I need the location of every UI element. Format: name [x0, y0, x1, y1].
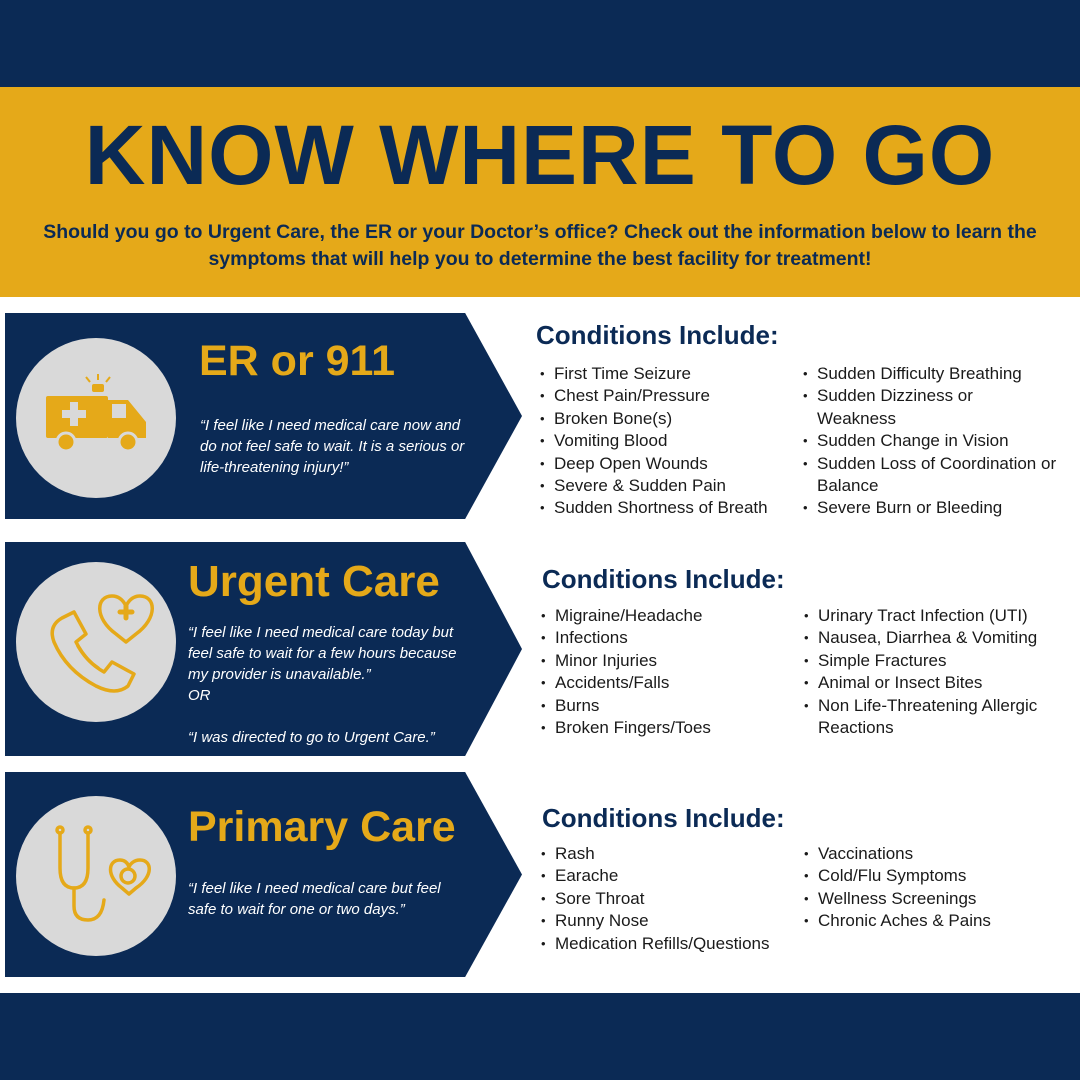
urgent-care-quote-directed: “I was directed to go to Urgent Care.”	[188, 729, 435, 746]
list-item: • Sudden Change in Vision	[801, 430, 1066, 452]
list-item: • First Time Seizure	[538, 363, 798, 385]
er-icon-circle	[16, 338, 176, 498]
urgent-care-quote	[188, 622, 473, 748]
list-item: • Non Life-Threatening Allergic Reactions	[802, 695, 1068, 740]
list-item: • Sudden Dizziness or Weakness	[801, 385, 1017, 430]
list-item: • Severe Burn or Bleeding	[801, 497, 1066, 519]
er-conditions-left	[538, 363, 798, 520]
ambulance-icon	[16, 338, 176, 498]
primary-care-title: Primary Care	[188, 803, 456, 851]
list-item: • Urinary Tract Infection (UTI)	[802, 605, 1072, 627]
urgent-care-conditions-heading: Conditions Include:	[542, 564, 785, 594]
primary-care-conditions-left	[539, 843, 799, 955]
primary-care-icon-circle	[16, 796, 176, 956]
primary-care-conditions-heading: Conditions Include:	[542, 803, 785, 833]
primary-care-quote	[188, 878, 453, 920]
list-item: • Chest Pain/Pressure	[538, 385, 798, 407]
page-subtitle: Should you go to Urgent Care, the ER or your Doctor’s office? Check out the information below to learn the symptoms that will help you to determine the best facility for treatment!	[43, 221, 1037, 270]
list-item: • Burns	[539, 695, 799, 717]
list-item: • Nausea, Diarrhea & Vomiting	[802, 627, 1072, 649]
list-item: • Rash	[539, 843, 799, 865]
page-title: KNOW WHERE TO GO	[84, 108, 996, 202]
urgent-care-conditions-left	[539, 605, 799, 739]
list-item: • Sudden Difficulty Breathing	[801, 363, 1066, 385]
list-item: • Animal or Insect Bites	[802, 672, 1072, 694]
primary-care-quote-text: “I feel like I need medical care but feel safe to wait for one or two days.”	[188, 880, 441, 918]
list-item: • Vaccinations	[802, 843, 1062, 865]
list-item: • Simple Fractures	[802, 650, 1072, 672]
urgent-care-quote-text: “I feel like I need medical care today but feel safe to wait for a few hours because my provider is unavailable.”	[188, 624, 457, 683]
top-band	[0, 0, 1080, 87]
bottom-band	[0, 993, 1080, 1080]
er-conditions-heading: Conditions Include:	[536, 320, 779, 350]
urgent-care-conditions-right	[802, 605, 1072, 739]
urgent-care-quote-or: OR	[188, 687, 211, 704]
list-item: • Chronic Aches & Pains	[802, 910, 1062, 932]
primary-care-conditions-right	[802, 843, 1062, 933]
list-item: • Sudden Shortness of Breath	[538, 497, 798, 519]
list-item: • Runny Nose	[539, 910, 799, 932]
list-item: • Sudden Loss of Coordination or Balance	[801, 453, 1067, 498]
list-item: • Medication Refills/Questions	[539, 933, 799, 955]
er-quote	[200, 415, 470, 478]
list-item: • Broken Fingers/Toes	[539, 717, 799, 739]
list-item: • Wellness Screenings	[802, 888, 1062, 910]
list-item: • Migraine/Headache	[539, 605, 799, 627]
urgent-care-title: Urgent Care	[188, 557, 440, 606]
phone-heart-icon	[16, 562, 176, 722]
list-item: • Broken Bone(s)	[538, 408, 798, 430]
list-item: • Accidents/Falls	[539, 672, 799, 694]
list-item: • Minor Injuries	[539, 650, 799, 672]
list-item: • Sore Throat	[539, 888, 799, 910]
er-conditions-right	[801, 363, 1066, 520]
list-item: • Vomiting Blood	[538, 430, 798, 452]
list-item: • Severe & Sudden Pain	[538, 475, 798, 497]
er-quote-text: “I feel like I need medical care now and do not feel safe to wait. It is a serious or life-threatening injury!”	[200, 417, 465, 476]
header-banner	[0, 87, 1080, 297]
stethoscope-icon	[16, 796, 176, 956]
list-item: • Deep Open Wounds	[538, 453, 798, 475]
list-item: • Earache	[539, 865, 799, 887]
urgent-care-icon-circle	[16, 562, 176, 722]
list-item: • Cold/Flu Symptoms	[802, 865, 1062, 887]
list-item: • Infections	[539, 627, 799, 649]
er-title: ER or 911	[199, 337, 395, 385]
